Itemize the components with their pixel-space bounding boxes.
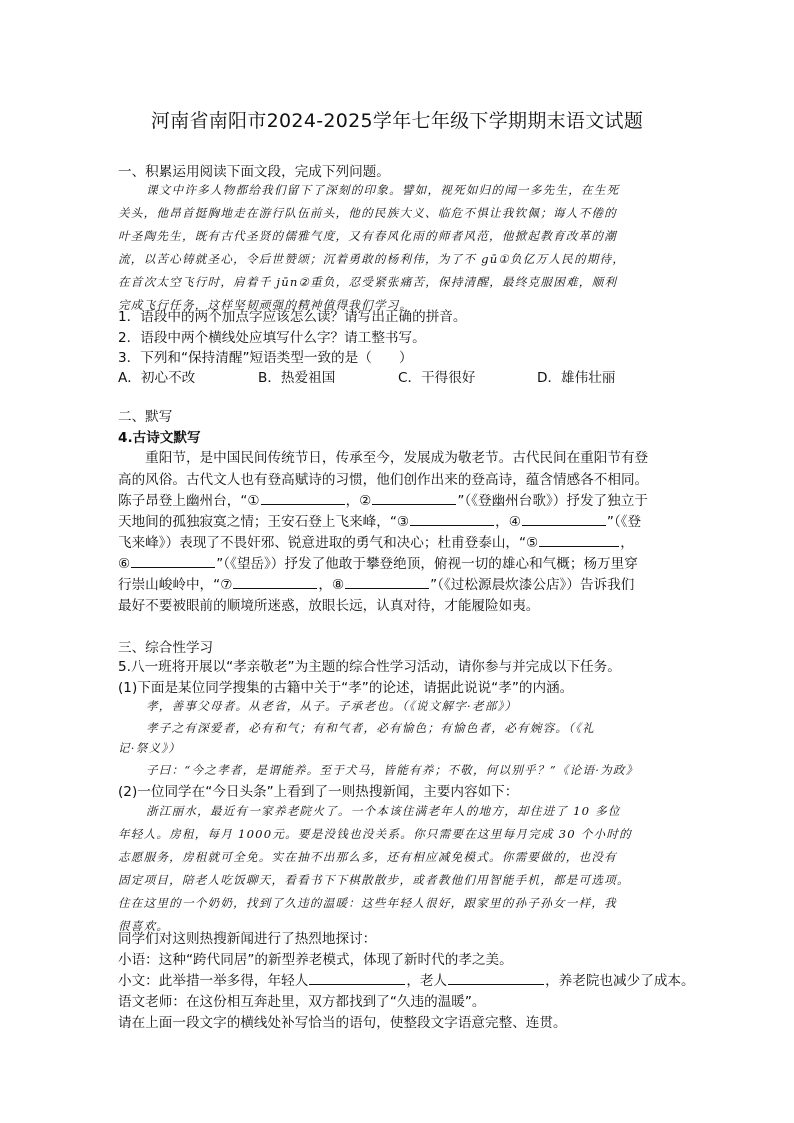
teacher-line: 语文老师：在这份相互奔赴里，双方都找到了“久违的温暖”。 (118, 994, 486, 1010)
option-a: A．初心不改 (118, 370, 196, 386)
poem-line: 高的风俗。古代文人也有登高赋诗的习惯，他们创作出来的登高诗，蕴含情感各不相同。 (118, 472, 649, 488)
news-line: 年轻人。房租，每月 1000元。要是没钱也没关系。你只需要在这里每月完成 30 个小时的 (118, 827, 632, 841)
discussion-intro: 同学们对这则热搜新闻进行了热烈地探讨： (118, 931, 377, 947)
passage-line: 完成飞行任务，这样坚韧顽强的精神值得我们学习。 (118, 298, 413, 312)
poem-line: 陈子昂登上幽州台，“① ，② ”（《登幽州台歌》）抒发了独立于 (118, 493, 648, 509)
news-line: 志愿服务，房租就可全免。实在抽不出那么多，还有相应减免模式。你需要做的，也没有 (118, 850, 617, 864)
section2-heading: 二、默写 (118, 409, 173, 425)
quote-line: 子曰：“今之孝者，是谓能养。至于犬马，皆能有养；不敬，何以别乎？”《论语·为政》 (146, 763, 639, 777)
page-title: 河南省南阳市2024-2025学年七年级下学期期末语文试题 (150, 110, 644, 132)
poem-line: 飞来峰》）表现了不畏奸邪、锐意进取的勇气和决心；杜甫登泰山，“⑤ ， (118, 535, 634, 551)
section3-heading: 三、综合性学习 (118, 640, 214, 656)
poem-line: ⑥ ”（《望岳》）抒发了他敢于攀登绝顶，俯视一切的雄心和气概；杨万里穿 (118, 556, 638, 572)
question-2: 2．语段中两个横线处应填写什么字？请工整书写。 (118, 330, 426, 346)
option-c: C．干得很好 (398, 370, 476, 386)
passage-line: 流，以苦心铸就圣心，令后世赞颂；沉着勇敢的杨利伟，为了不 gū①负亿万人民的期待， (118, 252, 626, 266)
xiaoyu-line: 小语：这种“跨代同居”的新型养老模式，体现了新时代的孝之美。 (118, 952, 513, 968)
blank-3[interactable] (410, 513, 494, 526)
news-line: 住在这里的一个奶奶，找到了久违的温暖：这些年轻人很好，跟家里的孙子孙女一样，我 (118, 896, 617, 910)
news-line: 很喜欢。 (118, 919, 170, 933)
passage-line: 课文中许多人物都给我们留下了深刻的印象。譬如，视死如归的闻一多先生，在生死 (146, 183, 620, 197)
section2-sub: 4.古诗文默写 (118, 430, 201, 446)
option-d: D．雄伟壮丽 (537, 370, 616, 386)
blank-6[interactable] (131, 555, 215, 568)
poem-line: 行崇山峻岭中，“⑦ ，⑧ ”（《过松源晨炊漆公店》）告诉我们 (118, 577, 635, 593)
blank-7[interactable] (233, 576, 317, 589)
poem-line: 天地间的孤独寂寞之情；王安石登上飞来峰，“③ ，④ ”（《登 (118, 514, 642, 530)
task-1: (1)下面是某位同学搜集的古籍中关于“孝”的论述，请据此说说“孝”的内涵。 (118, 680, 574, 696)
quote-line: 记·祭义》） (118, 741, 182, 755)
blank-1[interactable] (261, 492, 345, 505)
question-3: 3．下列和“保持清醒”短语类型一致的是（ ） (118, 350, 413, 366)
quote-line: 孝，善事父母者。从老省，从子。子承老也。（《说文解字·老部》） (146, 699, 518, 713)
poem-line: 最好不要被眼前的顺境所迷惑，放眼长远，认真对待，才能履险如夷。 (118, 598, 540, 614)
blank-5[interactable] (539, 534, 619, 547)
blank-2[interactable] (372, 492, 456, 505)
xiaowen-line: 小文：此举措一举多得，年轻人 ，老人 ，养老院也减少了成本。 (118, 973, 695, 989)
poem-line: 重阳节，是中国民间传统节日，传承至今，发展成为敬老节。古代民间在重阳节有登 (118, 450, 649, 466)
section1-heading: 一、积累运用阅读下面文段，完成下列问题。 (118, 164, 390, 180)
news-line: 固定项目，陪老人吃饭聊天，看看书下下棋散散步，或者教他们用智能手机，都是可选项。 (118, 873, 630, 887)
option-b: B．热爱祖国 (258, 370, 336, 386)
instruction-line: 请在上面一段文字的横线处补写恰当的语句，使整段文字语意完整、连贯。 (118, 1015, 567, 1031)
quote-line: 孝子之有深爱者，必有和气；有和气者，必有愉色；有愉色者，必有婉容。（《礼 (146, 721, 595, 735)
question-5: 5.八一班将开展以“孝亲敬老”为主题的综合性学习活动，请你参与并完成以下任务。 (118, 659, 621, 675)
news-line: 浙江丽水，最近有一家养老院火了。一个本该住满老年人的地方，却住进了 10 多位 (146, 804, 621, 818)
blank-8[interactable] (345, 576, 429, 589)
blank-4[interactable] (522, 513, 606, 526)
passage-line: 关头，他昂首挺胸地走在游行队伍前头，他的民族大义、临危不惧让我钦佩；诲人不倦的 (118, 206, 617, 220)
blank-elder[interactable] (448, 972, 544, 985)
task-2: (2)一位同学在“今日头条”上看到了一则热搜新闻，主要内容如下： (118, 784, 519, 800)
blank-youth[interactable] (309, 972, 405, 985)
passage-line: 在首次太空飞行时，肩着千 jūn②重负，忍受紧张痛苦，保持清醒，最终克服困难，顺利 (118, 275, 618, 289)
question-1: 1．语段中的两个加点字应该怎么读？请写出正确的拼音。 (118, 309, 467, 325)
passage-line: 叶圣陶先生，既有古代圣贤的儒雅气度，又有春风化雨的师者风范，他掀起教育改革的潮 (118, 229, 617, 243)
